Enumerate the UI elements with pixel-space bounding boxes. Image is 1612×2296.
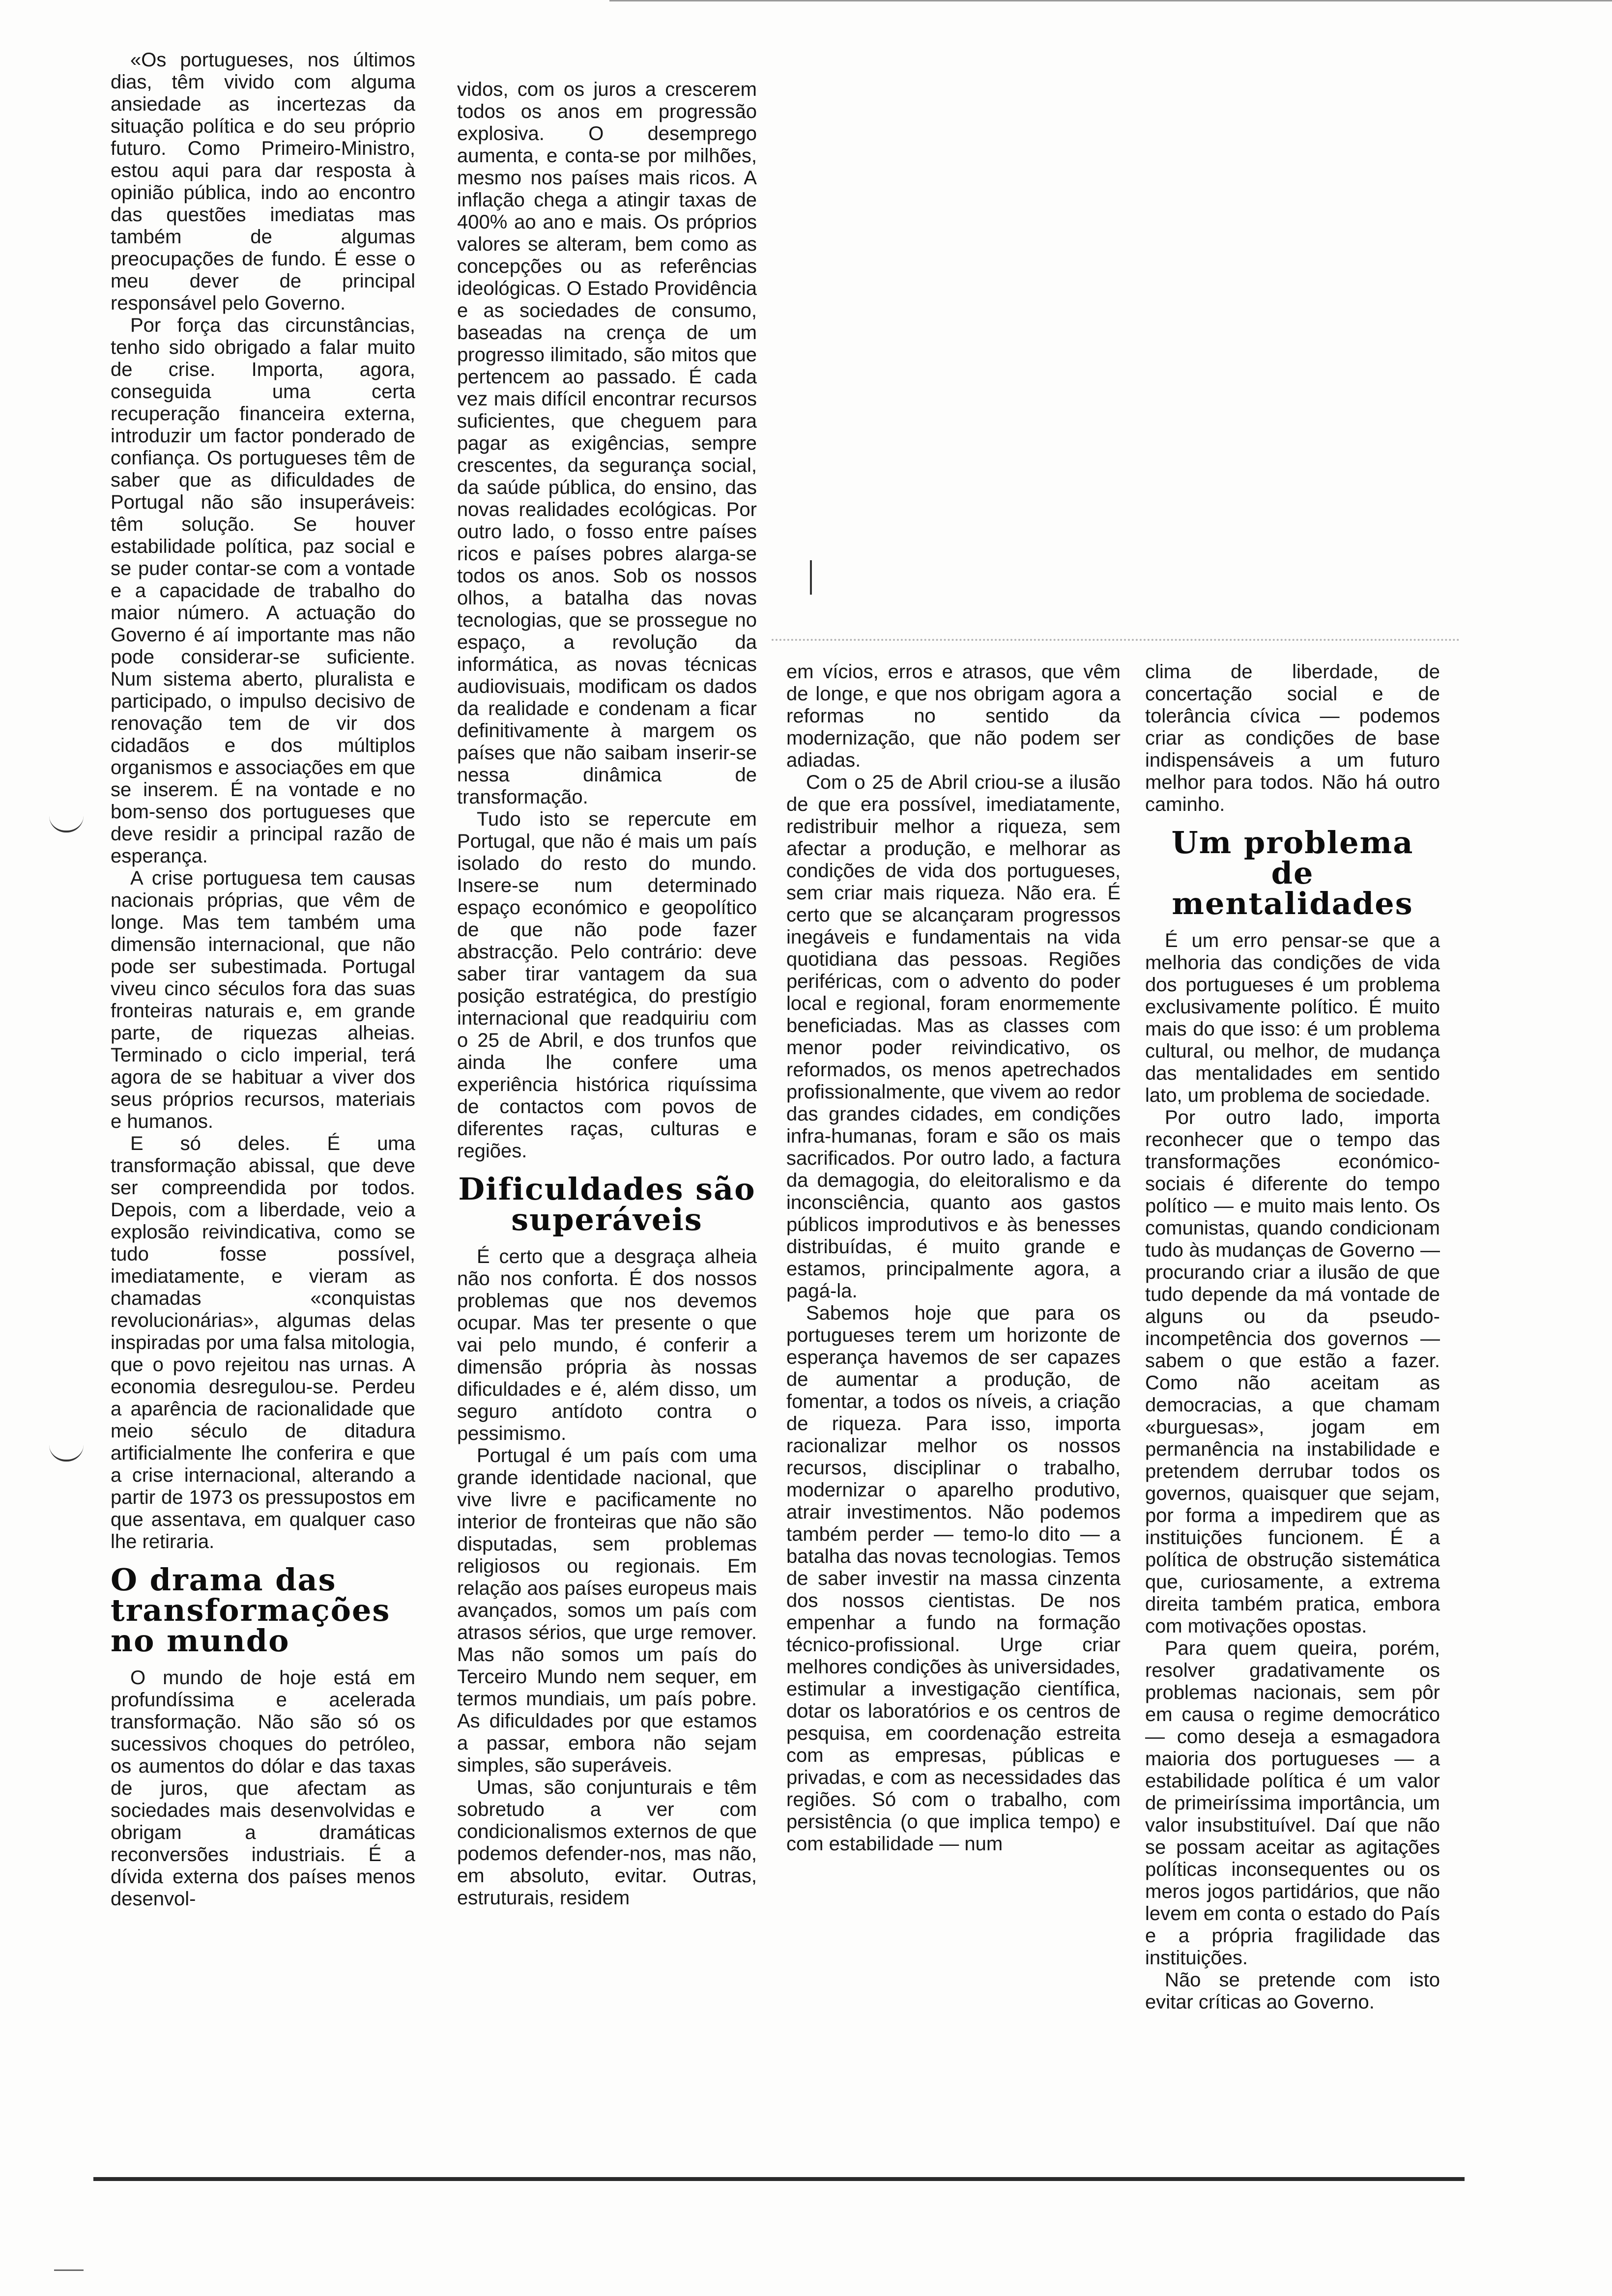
section-heading: Dificuldades são superáveis (458, 1171, 756, 1237)
margin-tick-mark (810, 560, 812, 595)
column-3 (786, 661, 1121, 1855)
paragraph: «Os portugueses, nos últimos dias, têm vivido com alguma ansiedade as incertezas da situação política e do seu próprio futuro. Como Primeiro-Ministro, estou aqui para dar resposta à opinião pública, indo ao encontro das questões imediatas mas também de algumas preocupações de fundo. É esse o meu dever de principal responsável pelo Governo. (111, 49, 415, 314)
paragraph: O mundo de hoje está em profundíssima e acelerada transformação. Não são só os sucessivos choques do petróleo, os aumentos do dólar e das taxas de juros, que afectam as sociedades mais desenvolvidas e obrigam a dramáticas reconversões industriais. É a dívida externa dos países menos desenvol- (111, 1667, 415, 1910)
margin-pencil-mark (49, 1445, 84, 1462)
paragraph: É certo que a desgraça alheia não nos conforta. É dos nossos problemas que nos devemos ocupar. Mas ter presente o que vai pelo mundo, é conferir a dimensão própria às nossas dificuldades e é, além disso, um seguro antídoto contra o pessimismo. (457, 1246, 757, 1444)
paragraph: E só deles. É uma transformação abissal, que deve ser compreendida por todos. Depois, com a liberdade, veio a explosão reivindicativa, como se tudo fosse possível, imediatamente, e vieram as chamadas «conquistas revolucionárias», algumas delas inspiradas por uma falsa mitologia, que o povo rejeitou nas urnas. A economia desregulou-se. Perdeu a aparência de racionalidade que meio século de ditadura artificialmente lhe conferira e que a crise internacional, alterando a partir de 1973 os pressupostos em que assentava, em qualquer caso lhe retiraria. (111, 1133, 415, 1552)
paragraph: em vícios, erros e atrasos, que vêm de longe, e que nos obrigam agora a reformas no sentido da modernização, que não podem ser adiadas. (786, 661, 1121, 771)
paragraph: A crise portuguesa tem causas nacionais próprias, que vêm de longe. Mas tem também uma dimensão internacional, que não pode ser subestimada. Portugal viveu cinco séculos fora das suas fronteiras naturais e, em grande parte, de riquezas alheias. Terminado o ciclo imperial, terá agora de se habituar a viver dos seus próprios recursos, materiais e humanos. (111, 867, 415, 1132)
paragraph: Tudo isto se repercute em Portugal, que não é mais um país isolado do resto do mundo. Insere-se num determinado espaço económico e geopolítico de que não pode fazer abstracção. Pelo contrário: deve saber tirar vantagem da sua posição estratégica, do prestígio internacional que readquiriu com o 25 de Abril, e dos trunfos que ainda lhe confere uma experiência histórica riquíssima de contactos com povos de diferentes raças, culturas e regiões. (457, 808, 757, 1162)
paragraph: Por outro lado, importa reconhecer que o tempo das transformações económico-sociais é diferente do tempo político — e muito mais lento. Os comunistas, quando condicionam tudo às mudanças de Governo — procurando criar a ilusão de que tudo depende da má vontade de alguns ou da pseudo-incompetência dos governos — sabem o que estão a fazer. Como não aceitam as democracias, a que chamam «burguesas», jogam em permanência na instabilidade e pretendem derrubar todos os governos, quaisquer que sejam, por forma a impedirem que as instituições funcionem. É a política de obstrução sistemática que, curiosamente, a extrema direita também pratica, embora com motivações opostas. (1145, 1107, 1440, 1637)
paragraph: Não se pretende com isto evitar críticas ao Governo. (1145, 1969, 1440, 2013)
paragraph: Para quem queira, porém, resolver gradativamente os problemas nacionais, sem pôr em causa o regime democrático — como deseja a esmagadora maioria dos portugueses — a estabilidade política é um valor de primeiríssima importância, um valor insubstituível. Daí que não se possam aceitar as agitações políticas inconsequentes ou os meros jogos partidários, que não levem em conta o estado do País e a própria fragilidade das instituições. (1145, 1637, 1440, 1969)
section-heading: O drama das transformações no mundo (111, 1562, 391, 1659)
paragraph: É um erro pensar-se que a melhoria das condições de vida dos portugueses é um problema exclusivamente político. É muito mais do que isso: é um problema cultural, ou melhor, de mudança das mentalidades em sentido lato, um problema de sociedade. (1145, 930, 1440, 1106)
margin-pencil-mark (49, 816, 84, 832)
paragraph: Portugal é um país com uma grande identidade nacional, que vive livre e pacificamente no interior de fronteiras que não são disputadas, sem problemas religiosos ou regionais. Em relação aos países europeus mais avançados, somos um país com atrasos sérios, que urge remover. Mas não somos um país do Terceiro Mundo nem sequer, em termos mundiais, um país pobre. As dificuldades por que estamos a passar, embora não sejam simples, são superáveis. (457, 1445, 757, 1776)
paragraph: Sabemos hoje que para os portugueses terem um horizonte de esperança havemos de ser capazes de aumentar a produção, de fomentar, a todos os níveis, a criação de riqueza. Para isso, importa racionalizar melhor os nossos recursos, disciplinar o trabalho, modernizar o aparelho produtivo, atrair investimentos. Não podemos também perder — temo-lo dito — a batalha das novas tecnologias. Temos de saber investir na massa cinzenta dos nossos cientistas. De nos empenhar a fundo na formação técnico-profissional. Urge criar melhores condições às universidades, estimular a investigação científica, dotar os laboratórios e os centros de pesquisa, em coordenação estreita com as empresas, públicas e privadas, e com as necessidades das regiões. Só com o trabalho, com persistência (o que implica tempo) e com estabilidade — num (786, 1302, 1121, 1855)
section-heading: Um problema de mentalidades (1171, 825, 1414, 921)
bottom-rule (93, 2177, 1465, 2181)
paragraph: Com o 25 de Abril criou-se a ilusão de que era possível, imediatamente, redistribuir melhor a riqueza, sem afectar a produção, e melhorar as condições de vida dos portugueses, sem criar mais riqueza. Não era. É certo que se alcançaram progressos inegáveis e fundamentais na vida quotidiana das pessoas. Regiões periféricas, com o advento do poder local e regional, foram enormemente beneficiadas. Mas as classes com menor poder reivindicativo, os reformados, os menos apetrechados profissionalmente, que vivem ao redor das grandes cidades, em condições infra-humanas, foram e são os mais sacrificados. Por outro lado, a factura da demagogia, do eleitoralismo e da inconsciência, quanto aos gastos públicos improdutivos e às benesses distribuídas, é muito grande e estamos, principalmente agora, a pagá-la. (786, 772, 1121, 1302)
scan-edge-mark (54, 2269, 84, 2271)
paragraph: Por força das circunstâncias, tenho sido obrigado a falar muito de crise. Importa, agora, conseguida uma certa recuperação financeira externa, introduzir um factor ponderado de confiança. Os portugueses têm de saber que as dificuldades de Portugal não são insuperáveis: têm solução. Se houver estabilidade política, paz social e se puder contar-se com a vontade e a capacidade de trabalho do maior número. A actuação do Governo é aí importante mas não pode considerar-se suficiente. Num sistema aberto, pluralista e participado, o impulso decisivo de renovação tem de vir dos cidadãos e dos múltiplos organismos e associações em que se inserem. É na vontade e no bom-senso dos portugueses que deve residir a principal razão de esperança. (111, 315, 415, 867)
paragraph: Umas, são conjunturais e têm sobretudo a ver com condicionalismos externos de que podemos defender-nos, mas não, em absoluto, evitar. Outras, estruturais, residem (457, 1777, 757, 1909)
paragraph: clima de liberdade, de concertação social e de tolerância cívica — podemos criar as condições de base indispensáveis a um futuro melhor para todos. Não há outro caminho. (1145, 661, 1440, 815)
column-separator-dots (772, 639, 1460, 646)
column-4 (1145, 661, 1440, 2013)
column-2 (457, 79, 757, 1909)
column-1 (111, 49, 415, 1910)
paragraph: vidos, com os juros a crescerem todos os anos em progressão explosiva. O desemprego aumenta, e conta-se por milhões, mesmo nos países mais ricos. A inflação chega a atingir taxas de 400% ao ano e mais. Os próprios valores se alteram, bem como as concepções ou as referências ideológicas. O Estado Providência e as sociedades de consumo, baseadas na crença de um progresso ilimitado, são mitos que pertencem ao passado. É cada vez mais difícil encontrar recursos suficientes, que cheguem para pagar as exigências, sempre crescentes, da segurança social, da saúde pública, do ensino, das novas realidades ecológicas. Por outro lado, o fosso entre países ricos e países pobres alarga-se todos os anos. Sob os nossos olhos, a batalha das novas tecnologias, que se prossegue no espaço, a revolução da informática, as novas técnicas audiovisuais, modificam os dados da realidade e condenam a ficar definitivamente à margem os países que não saibam inserir-se nessa dinâmica de transformação. (457, 79, 757, 808)
top-rule (609, 0, 1612, 1)
